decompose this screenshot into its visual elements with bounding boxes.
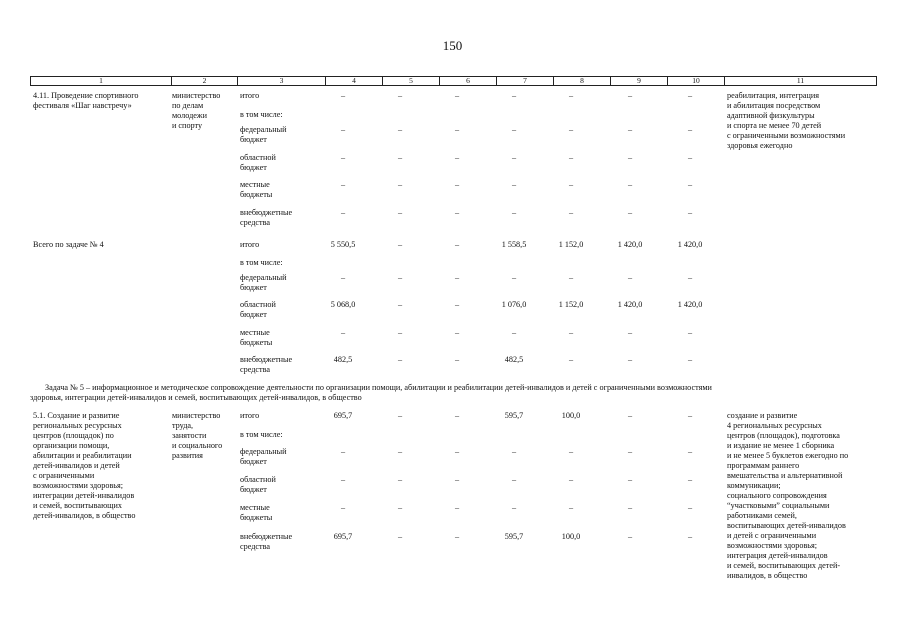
value-cell: – (687, 328, 693, 337)
value-cell: – (397, 273, 403, 282)
value-cell: 482,5 (504, 355, 524, 364)
value-cell: – (627, 91, 633, 100)
value-cell: – (627, 532, 633, 541)
source-label-regional: областной бюджет (240, 475, 276, 494)
value-cell: – (627, 125, 633, 134)
value-cell: 1 420,0 (677, 240, 703, 249)
column-number-9: 9 (611, 77, 668, 86)
column-number-11: 11 (725, 77, 877, 86)
column-number-2: 2 (172, 77, 238, 86)
source-label-local: местные бюджеты (240, 328, 273, 347)
page-number: 150 (442, 38, 463, 53)
value-cell: – (340, 273, 346, 282)
value-cell: – (687, 273, 693, 282)
task-5-heading-line-1: Задача № 5 – информационное и методическое сопровождение деятельности по организации помощи, абилитации и реабилитации детей-инвалидов и детей с ограниченными возможностями (45, 383, 712, 392)
value-cell: – (511, 447, 517, 456)
value-cell: – (511, 208, 517, 217)
value-cell: 695,7 (333, 532, 353, 541)
column-number-3: 3 (238, 77, 326, 86)
source-label-including: в том числе: (240, 258, 283, 267)
value-cell: – (568, 328, 574, 337)
value-cell: – (511, 273, 517, 282)
value-cell: 482,5 (333, 355, 353, 364)
value-cell: – (627, 153, 633, 162)
source-label-total: итого (240, 91, 260, 100)
source-label-extra: внебюджетные средства (240, 208, 293, 227)
value-cell: – (511, 180, 517, 189)
value-cell: – (627, 411, 633, 420)
value-cell: 1 076,0 (501, 300, 527, 309)
value-cell: – (568, 273, 574, 282)
value-cell: – (397, 153, 403, 162)
value-cell: – (454, 503, 460, 512)
source-label-including: в том числе: (240, 110, 283, 119)
value-cell: – (454, 153, 460, 162)
value-cell: – (454, 447, 460, 456)
value-cell: 1 420,0 (677, 300, 703, 309)
source-label-extra: внебюджетные средства (240, 355, 293, 374)
value-cell: – (627, 208, 633, 217)
source-label-extra: внебюджетные средства (240, 532, 293, 551)
value-cell: 1 152,0 (558, 240, 584, 249)
value-cell: – (511, 153, 517, 162)
column-number-1: 1 (31, 77, 172, 86)
value-cell: – (454, 240, 460, 249)
value-cell: – (397, 125, 403, 134)
value-cell: 1 558,5 (501, 240, 527, 249)
section-5-1-result: создание и развитие 4 региональных ресурсных центров (площадок), подготовка и издание не менее 1 сборника и не менее 5 буклетов ежегодно по программам раннего вмешательства и альтернативной коммуникации; социального сопровождения “участковыми” социальными работниками семей, воспитывающих детей-инвалидов и детей с ограниченными возможностями здоровья; интеграция детей-инвалидов и семей, воспитывающих детей- инвалидов, в общество (727, 411, 849, 580)
value-cell: – (687, 532, 693, 541)
value-cell: – (397, 240, 403, 249)
value-cell: – (627, 447, 633, 456)
column-number-7: 7 (497, 77, 554, 86)
value-cell: – (340, 125, 346, 134)
value-cell: – (454, 328, 460, 337)
value-cell: – (340, 208, 346, 217)
value-cell: – (397, 532, 403, 541)
value-cell: – (340, 91, 346, 100)
value-cell: – (511, 503, 517, 512)
value-cell: – (687, 91, 693, 100)
section-4-11-executor: министерство по делам молодежи и спорту (172, 91, 221, 130)
value-cell: – (340, 328, 346, 337)
value-cell: – (511, 328, 517, 337)
value-cell: – (687, 125, 693, 134)
value-cell: 1 152,0 (558, 300, 584, 309)
value-cell: 695,7 (333, 411, 353, 420)
value-cell: – (397, 411, 403, 420)
value-cell: – (397, 208, 403, 217)
value-cell: – (627, 355, 633, 364)
task-5-heading (30, 383, 875, 403)
value-cell: – (397, 447, 403, 456)
value-cell: – (687, 355, 693, 364)
value-cell: – (397, 503, 403, 512)
value-cell: – (627, 503, 633, 512)
value-cell: – (511, 91, 517, 100)
value-cell: – (687, 153, 693, 162)
value-cell: – (568, 91, 574, 100)
section-4-11-result: реабилитация, интеграция и абилитация посредством адаптивной физкультуры и спорта не менее 70 детей с ограниченными возможностями здоровья ежегодно (727, 91, 846, 150)
value-cell: – (627, 273, 633, 282)
value-cell: – (687, 503, 693, 512)
source-label-regional: областной бюджет (240, 153, 276, 172)
value-cell: – (511, 125, 517, 134)
column-number-10: 10 (668, 77, 725, 86)
value-cell: – (340, 153, 346, 162)
value-cell: – (397, 180, 403, 189)
source-label-local: местные бюджеты (240, 503, 273, 522)
value-cell: – (454, 475, 460, 484)
value-cell: 1 420,0 (617, 300, 643, 309)
source-label-local: местные бюджеты (240, 180, 273, 199)
value-cell: 100,0 (561, 532, 581, 541)
value-cell: – (687, 208, 693, 217)
value-cell: – (397, 475, 403, 484)
value-cell: – (627, 475, 633, 484)
source-label-total: итого (240, 240, 260, 249)
source-label-including: в том числе: (240, 430, 283, 439)
source-label-regional: областной бюджет (240, 300, 276, 319)
value-cell: – (397, 328, 403, 337)
value-cell: – (568, 447, 574, 456)
value-cell: – (397, 300, 403, 309)
value-cell: 5 550,5 (330, 240, 356, 249)
value-cell: – (568, 475, 574, 484)
value-cell: – (397, 355, 403, 364)
task-5-heading-line-2: здоровья, интеграции детей-инвалидов и семей, воспитывающих детей-инвалидов, в общество (30, 393, 362, 402)
value-cell: – (511, 475, 517, 484)
column-number-8: 8 (554, 77, 611, 86)
value-cell: – (454, 300, 460, 309)
value-cell: – (454, 355, 460, 364)
value-cell: 595,7 (504, 411, 524, 420)
source-label-federal: федеральный бюджет (240, 447, 287, 466)
section-5-1-name: 5.1. Создание и развитие региональных ресурсных центров (площадок) по организации помощи, абилитации и реабилитации детей-инвалидов и детей с ограниченными возможностями здоровья; интеграции детей-инвалидов и семей, воспитывающих детей-инвалидов, в общество (33, 411, 136, 520)
value-cell: – (454, 411, 460, 420)
total-task-4-name: Всего по задаче № 4 (33, 240, 104, 249)
value-cell: – (454, 532, 460, 541)
value-cell: – (568, 180, 574, 189)
value-cell: – (687, 475, 693, 484)
value-cell: – (627, 328, 633, 337)
value-cell: – (454, 125, 460, 134)
section-4-11-name: 4.11. Проведение спортивного фестиваля «Шаг навстречу» (33, 91, 139, 110)
value-cell: – (687, 180, 693, 189)
value-cell: – (568, 208, 574, 217)
value-cell: – (340, 180, 346, 189)
section-5-1-executor: министерство труда, занятости и социального развития (172, 411, 223, 460)
value-cell: – (454, 273, 460, 282)
value-cell: 100,0 (561, 411, 581, 420)
value-cell: – (454, 91, 460, 100)
value-cell: – (340, 447, 346, 456)
column-number-5: 5 (383, 77, 440, 86)
value-cell: – (397, 91, 403, 100)
source-label-federal: федеральный бюджет (240, 125, 287, 144)
source-label-federal: федеральный бюджет (240, 273, 287, 292)
value-cell: – (568, 153, 574, 162)
value-cell: – (627, 180, 633, 189)
column-number-6: 6 (440, 77, 497, 86)
value-cell: – (568, 503, 574, 512)
value-cell: 5 068,0 (330, 300, 356, 309)
value-cell: – (568, 355, 574, 364)
value-cell: – (687, 447, 693, 456)
value-cell: – (568, 125, 574, 134)
source-label-total: итого (240, 411, 260, 420)
column-number-4: 4 (326, 77, 383, 86)
value-cell: 595,7 (504, 532, 524, 541)
value-cell: 1 420,0 (617, 240, 643, 249)
value-cell: – (454, 180, 460, 189)
value-cell: – (340, 475, 346, 484)
value-cell: – (687, 411, 693, 420)
value-cell: – (340, 503, 346, 512)
value-cell: – (454, 208, 460, 217)
column-number-row (30, 76, 877, 86)
